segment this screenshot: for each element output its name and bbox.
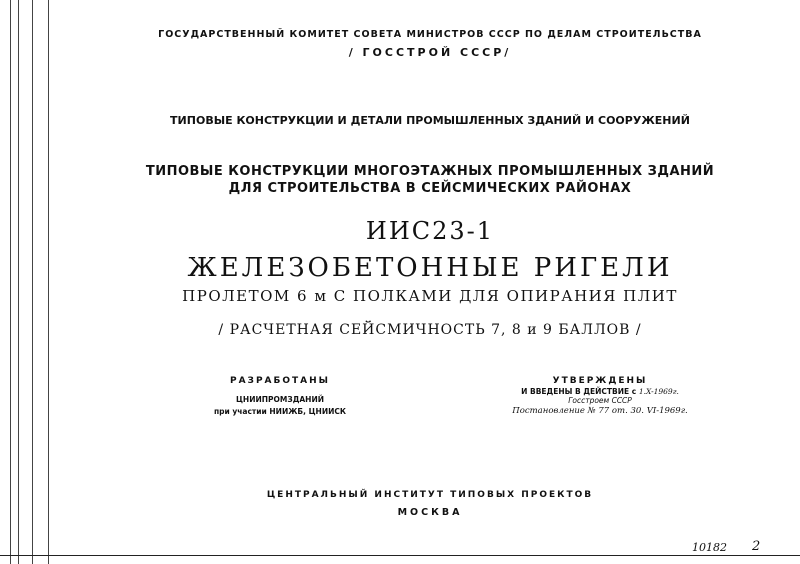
- gosstroy-label: / ГОССТРОЙ СССР/: [348, 46, 512, 59]
- document-number: 10182: [692, 541, 727, 554]
- agency-name: ГОСУДАРСТВЕННЫЙ КОМИТЕТ СОВЕТА МИНИСТРОВ СССР ПО ДЕЛАМ СТРОИТЕЛЬСТВА: [158, 29, 702, 40]
- series-code: ИИС23-1: [365, 217, 495, 245]
- approved-effective-date: 1.X-1969г.: [638, 387, 679, 396]
- footer-rule: [0, 555, 800, 556]
- subtitle-line-2: ДЛЯ СТРОИТЕЛЬСТВА В СЕЙСМИЧЕСКИХ РАЙОНАХ: [228, 181, 632, 196]
- approved-resolution-number: № 77 от. 30. VI-1969г.: [587, 406, 688, 416]
- city-name: МОСКВА: [397, 507, 463, 518]
- approved-effective-label: И ВВЕДЕНЫ В ДЕЙСТВИЕ с: [521, 387, 637, 396]
- seismicity-note: / РАСЧЕТНАЯ СЕЙСМИЧНОСТЬ 7, 8 и 9 БАЛЛОВ /: [218, 322, 642, 338]
- margin-line: [18, 0, 19, 564]
- margin-line: [10, 0, 11, 564]
- institute-name: ЦЕНТРАЛЬНЫЙ ИНСТИТУТ ТИПОВЫХ ПРОЕКТОВ: [266, 490, 594, 500]
- approved-block: [500, 376, 700, 416]
- approved-effective-line: [500, 387, 700, 396]
- developed-org: ЦНИИПРОМЗДАНИЙ: [235, 395, 325, 404]
- margin-line: [32, 0, 33, 564]
- approved-authority: Госстроем СССР: [568, 396, 632, 405]
- document-title: ЖЕЛЕЗОБЕТОННЫЕ РИГЕЛИ: [187, 253, 673, 283]
- developed-block: [200, 376, 360, 416]
- approved-heading: УТВЕРЖДЕНЫ: [552, 376, 648, 386]
- subtitle-line-1: ТИПОВЫЕ КОНСТРУКЦИИ МНОГОЭТАЖНЫХ ПРОМЫШЛЕННЫХ ЗДАНИЙ: [145, 164, 715, 179]
- series-title: ТИПОВЫЕ КОНСТРУКЦИИ И ДЕТАЛИ ПРОМЫШЛЕННЫХ ЗДАНИЙ И СООРУЖЕНИЙ: [170, 114, 690, 127]
- approved-resolution-label: Постановление: [512, 406, 585, 416]
- developed-heading: РАЗРАБОТАНЫ: [230, 376, 330, 386]
- developed-participants: при участии НИИЖБ, ЦНИИСК: [213, 407, 347, 416]
- page-number: 2: [752, 539, 761, 554]
- approved-resolution-line: [500, 406, 700, 416]
- margin-line: [48, 0, 49, 564]
- binding-margin: [0, 0, 50, 564]
- document-description: ПРОЛЕТОМ 6 м С ПОЛКАМИ ДЛЯ ОПИРАНИЯ ПЛИТ: [182, 287, 678, 305]
